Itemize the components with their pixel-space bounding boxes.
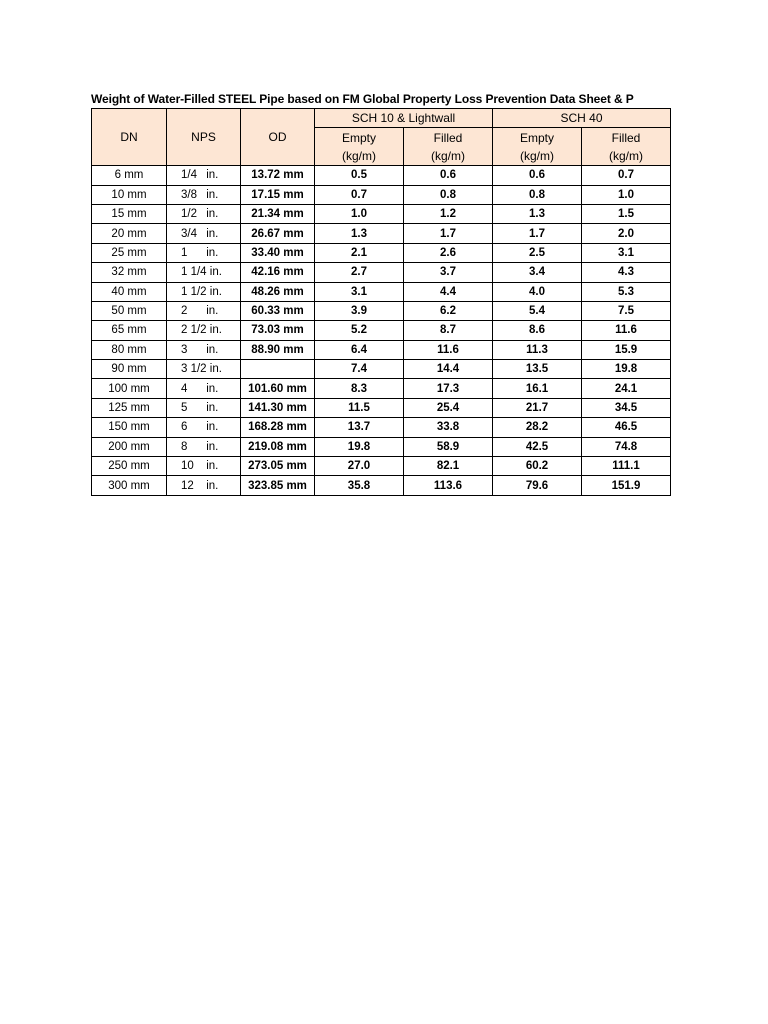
cell-sch40-filled: 3.1 (582, 243, 671, 262)
cell-dn: 20 mm (92, 224, 167, 243)
cell-sch40-empty: 0.6 (493, 166, 582, 185)
cell-sch40-filled: 74.8 (582, 437, 671, 456)
cell-sch10-filled: 82.1 (404, 457, 493, 476)
cell-sch10-empty: 27.0 (315, 457, 404, 476)
header-sch40-empty: Empty (493, 128, 582, 147)
cell-sch40-empty: 1.3 (493, 204, 582, 223)
nps-size: 8 (181, 440, 188, 453)
cell-dn: 250 mm (92, 457, 167, 476)
cell-od: 101.60 mm (241, 379, 315, 398)
table-row (92, 379, 671, 398)
nps-size: 3 1/2 (181, 363, 207, 376)
cell-sch10-empty: 3.1 (315, 282, 404, 301)
cell-dn: 10 mm (92, 185, 167, 204)
cell-sch40-filled: 1.0 (582, 185, 671, 204)
header-sch10-empty-unit: (kg/m) (315, 147, 404, 166)
nps-size: 6 (181, 421, 188, 434)
nps-size: 1 1/2 (181, 285, 207, 298)
table-row (92, 166, 671, 185)
cell-od (241, 360, 315, 379)
nps-size: 4 (181, 382, 188, 395)
cell-dn: 50 mm (92, 301, 167, 320)
nps-unit: in. (209, 266, 222, 279)
table-row (92, 301, 671, 320)
cell-sch10-empty: 11.5 (315, 398, 404, 417)
cell-nps (167, 476, 241, 495)
header-sch10-filled: Filled (404, 128, 493, 147)
cell-sch10-filled: 33.8 (404, 418, 493, 437)
cell-dn: 125 mm (92, 398, 167, 417)
nps-size: 3/4 (181, 227, 197, 240)
cell-dn: 100 mm (92, 379, 167, 398)
table-row (92, 398, 671, 417)
table-row (92, 243, 671, 262)
cell-nps (167, 224, 241, 243)
nps-unit: in. (209, 324, 222, 337)
nps-unit: in. (209, 285, 222, 298)
cell-sch40-empty: 3.4 (493, 263, 582, 282)
table-row (92, 360, 671, 379)
nps-unit: in. (206, 208, 219, 221)
table-row (92, 263, 671, 282)
cell-sch40-empty: 28.2 (493, 418, 582, 437)
cell-od: 17.15 mm (241, 185, 315, 204)
table-row (92, 457, 671, 476)
nps-size: 1 (181, 246, 188, 259)
nps-size: 5 (181, 402, 188, 415)
cell-nps (167, 418, 241, 437)
cell-od: 88.90 mm (241, 340, 315, 359)
cell-sch40-filled: 11.6 (582, 321, 671, 340)
cell-sch10-empty: 3.9 (315, 301, 404, 320)
table-row (92, 476, 671, 495)
cell-nps (167, 321, 241, 340)
cell-dn: 6 mm (92, 166, 167, 185)
cell-od: 273.05 mm (241, 457, 315, 476)
cell-dn: 80 mm (92, 340, 167, 359)
cell-sch10-filled: 14.4 (404, 360, 493, 379)
cell-sch10-filled: 0.8 (404, 185, 493, 204)
cell-sch10-empty: 7.4 (315, 360, 404, 379)
nps-unit: in. (206, 460, 219, 473)
table-row (92, 224, 671, 243)
nps-size: 1/4 (181, 169, 197, 182)
header-dn: DN (92, 109, 167, 166)
cell-nps (167, 457, 241, 476)
header-sch40-group: SCH 40 (493, 109, 671, 128)
cell-sch10-filled: 11.6 (404, 340, 493, 359)
cell-sch40-empty: 1.7 (493, 224, 582, 243)
cell-dn: 25 mm (92, 243, 167, 262)
cell-sch40-empty: 11.3 (493, 340, 582, 359)
cell-sch10-filled: 113.6 (404, 476, 493, 495)
table-row (92, 340, 671, 359)
cell-nps (167, 301, 241, 320)
cell-nps (167, 360, 241, 379)
cell-sch40-filled: 151.9 (582, 476, 671, 495)
cell-sch40-filled: 46.5 (582, 418, 671, 437)
table-row (92, 185, 671, 204)
cell-sch10-empty: 0.7 (315, 185, 404, 204)
cell-sch40-filled: 0.7 (582, 166, 671, 185)
cell-sch10-empty: 2.1 (315, 243, 404, 262)
header-od: OD (241, 109, 315, 166)
header-row-1 (92, 109, 671, 128)
header-sch40-filled: Filled (582, 128, 671, 147)
cell-sch10-empty: 2.7 (315, 263, 404, 282)
cell-sch10-empty: 19.8 (315, 437, 404, 456)
cell-sch40-empty: 2.5 (493, 243, 582, 262)
cell-nps (167, 398, 241, 417)
cell-od: 219.08 mm (241, 437, 315, 456)
header-sch10-empty: Empty (315, 128, 404, 147)
cell-sch40-empty: 13.5 (493, 360, 582, 379)
cell-sch10-filled: 6.2 (404, 301, 493, 320)
cell-nps (167, 379, 241, 398)
nps-size: 2 (181, 305, 188, 318)
cell-sch10-empty: 35.8 (315, 476, 404, 495)
header-sch40-filled-unit: (kg/m) (582, 147, 671, 166)
header-nps: NPS (167, 109, 241, 166)
cell-sch10-empty: 6.4 (315, 340, 404, 359)
cell-dn: 65 mm (92, 321, 167, 340)
cell-sch10-empty: 0.5 (315, 166, 404, 185)
cell-sch10-empty: 8.3 (315, 379, 404, 398)
cell-sch40-empty: 79.6 (493, 476, 582, 495)
nps-unit: in. (206, 227, 219, 240)
cell-nps (167, 185, 241, 204)
cell-sch10-filled: 8.7 (404, 321, 493, 340)
cell-sch40-filled: 1.5 (582, 204, 671, 223)
cell-sch10-filled: 3.7 (404, 263, 493, 282)
table-title: Weight of Water-Filled STEEL Pipe based on FM Global Property Loss Prevention Data Sheet & P (91, 92, 634, 106)
cell-sch10-filled: 17.3 (404, 379, 493, 398)
cell-od: 21.34 mm (241, 204, 315, 223)
spreadsheet-page (91, 91, 670, 496)
table-row (92, 282, 671, 301)
cell-sch10-filled: 1.7 (404, 224, 493, 243)
table-row (92, 204, 671, 223)
cell-sch40-filled: 7.5 (582, 301, 671, 320)
cell-nps (167, 437, 241, 456)
cell-sch10-filled: 25.4 (404, 398, 493, 417)
cell-sch40-filled: 5.3 (582, 282, 671, 301)
nps-unit: in. (206, 440, 219, 453)
cell-sch10-filled: 4.4 (404, 282, 493, 301)
cell-od: 323.85 mm (241, 476, 315, 495)
nps-size: 3/8 (181, 188, 197, 201)
cell-dn: 40 mm (92, 282, 167, 301)
cell-sch10-filled: 1.2 (404, 204, 493, 223)
cell-sch40-empty: 0.8 (493, 185, 582, 204)
cell-od: 42.16 mm (241, 263, 315, 282)
header-sch40-empty-unit: (kg/m) (493, 147, 582, 166)
nps-unit: in. (206, 402, 219, 415)
nps-size: 3 (181, 343, 188, 356)
cell-od: 73.03 mm (241, 321, 315, 340)
nps-unit: in. (206, 343, 219, 356)
cell-od: 48.26 mm (241, 282, 315, 301)
nps-unit: in. (206, 246, 219, 259)
cell-nps (167, 340, 241, 359)
cell-sch40-empty: 21.7 (493, 398, 582, 417)
cell-dn: 32 mm (92, 263, 167, 282)
cell-od: 168.28 mm (241, 418, 315, 437)
cell-nps (167, 243, 241, 262)
cell-od: 26.67 mm (241, 224, 315, 243)
cell-sch40-empty: 8.6 (493, 321, 582, 340)
table-row (92, 418, 671, 437)
cell-dn: 300 mm (92, 476, 167, 495)
cell-sch40-empty: 60.2 (493, 457, 582, 476)
pipe-weight-table (91, 108, 671, 496)
cell-dn: 15 mm (92, 204, 167, 223)
cell-sch40-filled: 4.3 (582, 263, 671, 282)
nps-size: 2 1/2 (181, 324, 207, 337)
nps-size: 1/2 (181, 208, 197, 221)
cell-sch10-filled: 2.6 (404, 243, 493, 262)
cell-nps (167, 263, 241, 282)
table-row (92, 437, 671, 456)
nps-unit: in. (209, 363, 222, 376)
cell-dn: 150 mm (92, 418, 167, 437)
cell-sch10-empty: 5.2 (315, 321, 404, 340)
cell-sch40-empty: 5.4 (493, 301, 582, 320)
cell-sch40-empty: 16.1 (493, 379, 582, 398)
cell-sch10-filled: 0.6 (404, 166, 493, 185)
cell-sch40-empty: 4.0 (493, 282, 582, 301)
cell-od: 13.72 mm (241, 166, 315, 185)
cell-sch40-filled: 24.1 (582, 379, 671, 398)
cell-nps (167, 204, 241, 223)
nps-unit: in. (206, 479, 219, 492)
nps-unit: in. (206, 305, 219, 318)
cell-sch10-empty: 13.7 (315, 418, 404, 437)
table-row (92, 321, 671, 340)
nps-size: 10 (181, 460, 194, 473)
cell-sch10-empty: 1.3 (315, 224, 404, 243)
cell-sch40-empty: 42.5 (493, 437, 582, 456)
cell-dn: 90 mm (92, 360, 167, 379)
cell-sch40-filled: 2.0 (582, 224, 671, 243)
cell-sch10-empty: 1.0 (315, 204, 404, 223)
table-body (92, 166, 671, 496)
cell-od: 141.30 mm (241, 398, 315, 417)
cell-sch10-filled: 58.9 (404, 437, 493, 456)
nps-unit: in. (206, 169, 219, 182)
cell-sch40-filled: 19.8 (582, 360, 671, 379)
nps-size: 1 1/4 (181, 266, 207, 279)
cell-od: 33.40 mm (241, 243, 315, 262)
cell-sch40-filled: 15.9 (582, 340, 671, 359)
nps-unit: in. (206, 382, 219, 395)
cell-nps (167, 166, 241, 185)
cell-nps (167, 282, 241, 301)
cell-od: 60.33 mm (241, 301, 315, 320)
cell-dn: 200 mm (92, 437, 167, 456)
table-header (92, 109, 671, 166)
nps-size: 12 (181, 479, 194, 492)
header-sch10-filled-unit: (kg/m) (404, 147, 493, 166)
cell-sch40-filled: 111.1 (582, 457, 671, 476)
nps-unit: in. (206, 421, 219, 434)
nps-unit: in. (206, 188, 219, 201)
header-sch10-group: SCH 10 & Lightwall (315, 109, 493, 128)
cell-sch40-filled: 34.5 (582, 398, 671, 417)
